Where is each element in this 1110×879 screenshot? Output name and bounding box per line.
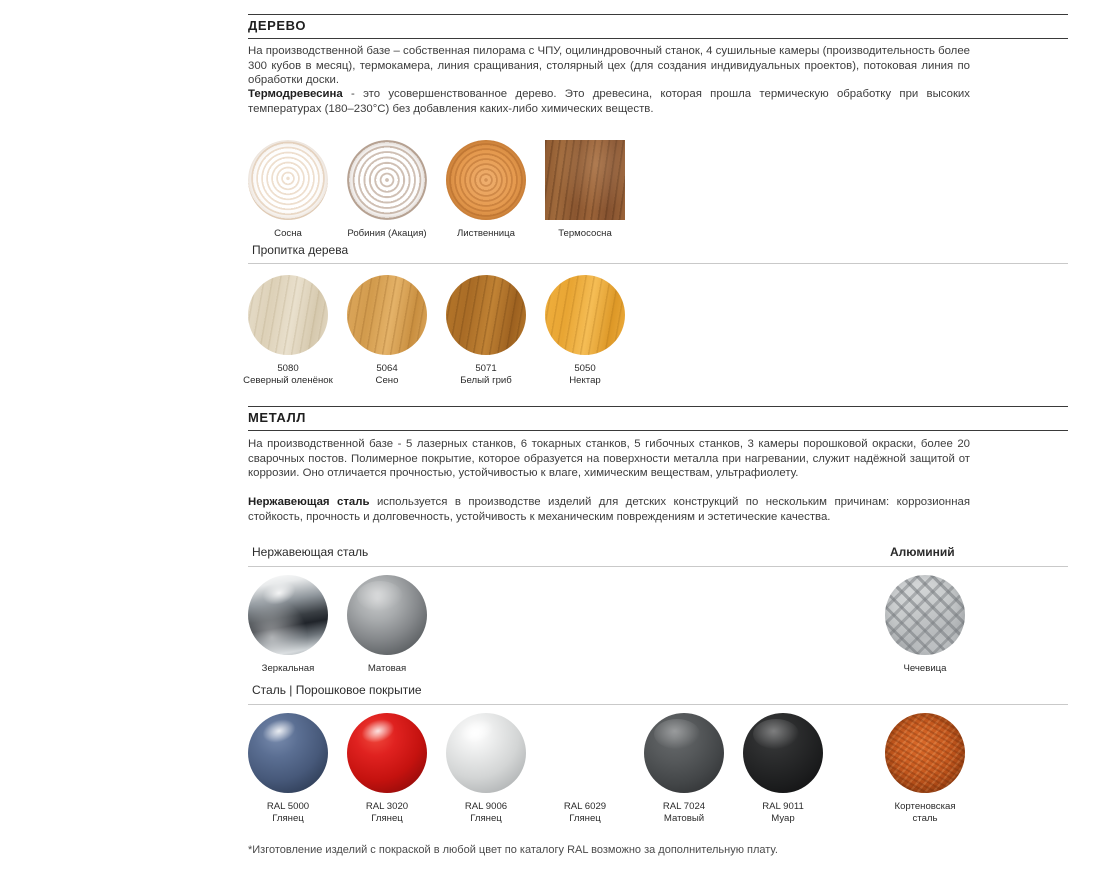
powder-sphere-ral7024: [644, 713, 724, 793]
wood-section-rule-top: [248, 14, 1068, 15]
powder-finish-ral9011: Муар: [771, 812, 795, 824]
wood-paragraph-2: [248, 87, 970, 116]
aluminium-disc-chechevica: [885, 575, 965, 655]
powder-finish-ral5000: Глянец: [272, 812, 304, 824]
wood-caption-sosna: Сосна: [274, 228, 302, 239]
wood-swatch-termososna[interactable]: [535, 140, 635, 240]
powder-code-ral3020: RAL 3020: [365, 801, 409, 812]
powder-code-ral6029: RAL 6029: [563, 801, 607, 812]
impregnation-disc-5064: [347, 275, 427, 355]
aluminium-label: Алюминий: [890, 545, 955, 559]
powder-sphere-ral5000: [248, 713, 328, 793]
impregnation-name-5071: Белый гриб: [460, 374, 512, 386]
powder-sphere-ral9011: [743, 713, 823, 793]
powder-code-ral7024: RAL 7024: [662, 801, 706, 812]
wood-section-header: [248, 18, 1068, 38]
wood-paragraph-2-rest: - это усовершенствованное дерево. Это древесина, которая прошла термическую обработку при высоких температурах (180–230°С) без добавления каких-либо химических веществ.: [248, 88, 970, 115]
stainless-sphere-matte: [347, 575, 427, 655]
powder-label: Сталь | Порошковое покрытие: [252, 683, 422, 697]
stainless-swatch-mirror[interactable]: [238, 575, 338, 675]
stainless-sphere-mirror: [248, 575, 328, 655]
powder-sphere-ral6029: [545, 713, 625, 793]
powder-disc-korten: [885, 713, 965, 793]
stainless-rule: [248, 566, 1068, 567]
wood-swatch-sosna[interactable]: [238, 140, 338, 240]
wood-caption-robinia: Робиния (Акация): [347, 228, 427, 239]
impregnation-name-5080: Северный оленёнок: [243, 374, 333, 386]
metal-paragraph-2-rest: используется в производстве изделий для детских конструкций по нескольким причинам: коррозионная стойкость, прочность и долговечность, устойчивость к механическим повреждениям и эстетические качества.: [248, 496, 970, 523]
wood-swatch-robinia[interactable]: [337, 140, 437, 240]
powder-finish-ral3020: Глянец: [371, 812, 403, 824]
metal-section-rule-top: [248, 406, 1068, 407]
metal-paragraph-2-lead: Нержавеющая сталь: [248, 496, 370, 508]
stainless-swatch-matte[interactable]: [337, 575, 437, 675]
powder-swatch-ral7024[interactable]: [634, 713, 734, 824]
wood-section-title: ДЕРЕВО: [248, 18, 307, 33]
stainless-caption-matte: Матовая: [367, 663, 407, 674]
impregnation-swatch-5071[interactable]: [436, 275, 536, 386]
powder-swatch-ral9011[interactable]: [733, 713, 833, 824]
powder-code-ral9006: RAL 9006: [464, 801, 508, 812]
wood-plank-termososna: [545, 140, 625, 220]
wood-paragraph-1: На производственной базе – собственная пилорама с ЧПУ, оцилиндровочный станок, 4 сушильные камеры (производительность более 300 кубов в месяц), термокамера, линия сращивания, столярный цех (для создания индивидуальных проектов), потоковая линия по обработки доски.: [248, 45, 970, 87]
powder-code-korten: Кортеновская: [894, 801, 956, 812]
impregnation-code-5050: 5050: [574, 363, 596, 374]
impregnation-disc-5071: [446, 275, 526, 355]
impregnation-name-5064: Сено: [375, 374, 399, 386]
wood-swatch-listvennica[interactable]: [436, 140, 536, 240]
powder-finish-ral6029: Глянец: [569, 812, 601, 824]
powder-code-ral9011: RAL 9011: [762, 801, 804, 812]
powder-code-ral5000: RAL 5000: [266, 801, 310, 812]
metal-paragraph-1: На производственной базе - 5 лазерных станков, 6 токарных станков, 5 гибочных станков, 3 камеры порошковой окраски, более 20 сварочных постов. Полимерное покрытие, которое образуется на поверхности металла при нагревании, служит надёжной защитой от коррозии. Оно отличается прочностью, устойчивостью к влаге, химическим веществам, ультрафиолету.: [248, 438, 970, 480]
wood-disc-sosna: [248, 140, 328, 220]
powder-swatch-ral9006[interactable]: [436, 713, 536, 824]
aluminium-swatch-chechevica[interactable]: [875, 575, 975, 675]
wood-paragraph-2-lead: Термодревесина: [248, 88, 343, 100]
powder-swatch-korten[interactable]: [875, 713, 975, 824]
metal-paragraph-2: [248, 495, 970, 524]
impregnation-rule: [248, 263, 1068, 264]
wood-caption-listvennica: Лиственница: [457, 228, 515, 239]
powder-finish-ral9006: Глянец: [470, 812, 502, 824]
impregnation-code-5080: 5080: [277, 363, 299, 374]
powder-swatch-ral3020[interactable]: [337, 713, 437, 824]
stainless-label: Нержавеющая сталь: [252, 545, 369, 559]
metal-section-title: МЕТАЛЛ: [248, 410, 307, 425]
wood-disc-listvennica: [446, 140, 526, 220]
powder-swatch-ral6029[interactable]: [535, 713, 635, 824]
impregnation-swatch-5050[interactable]: [535, 275, 635, 386]
metal-section-header: [248, 410, 1068, 430]
powder-finish-ral7024: Матовый: [663, 812, 705, 824]
impregnation-name-5050: Нектар: [569, 374, 601, 386]
powder-finish-korten: сталь: [912, 812, 938, 824]
impregnation-disc-5080: [248, 275, 328, 355]
metal-section-rule-bottom: [248, 430, 1068, 431]
stainless-caption-mirror: Зеркальная: [261, 663, 315, 674]
powder-swatch-ral5000[interactable]: [238, 713, 338, 824]
impregnation-swatch-5064[interactable]: [337, 275, 437, 386]
powder-rule: [248, 704, 1068, 705]
wood-section-rule-bottom: [248, 38, 1068, 39]
impregnation-label: Пропитка дерева: [252, 243, 349, 257]
impregnation-swatch-5080[interactable]: [238, 275, 338, 386]
impregnation-code-5071: 5071: [475, 363, 497, 374]
footnote: *Изготовление изделий с покраской в любой цвет по каталогу RAL возможно за дополнительную плату.: [248, 844, 778, 856]
powder-sphere-ral9006: [446, 713, 526, 793]
wood-disc-robinia: [347, 140, 427, 220]
impregnation-disc-5050: [545, 275, 625, 355]
powder-sphere-ral3020: [347, 713, 427, 793]
aluminium-caption-chechevica: Чечевица: [903, 663, 947, 674]
wood-caption-termososna: Термососна: [558, 228, 612, 239]
impregnation-code-5064: 5064: [376, 363, 398, 374]
